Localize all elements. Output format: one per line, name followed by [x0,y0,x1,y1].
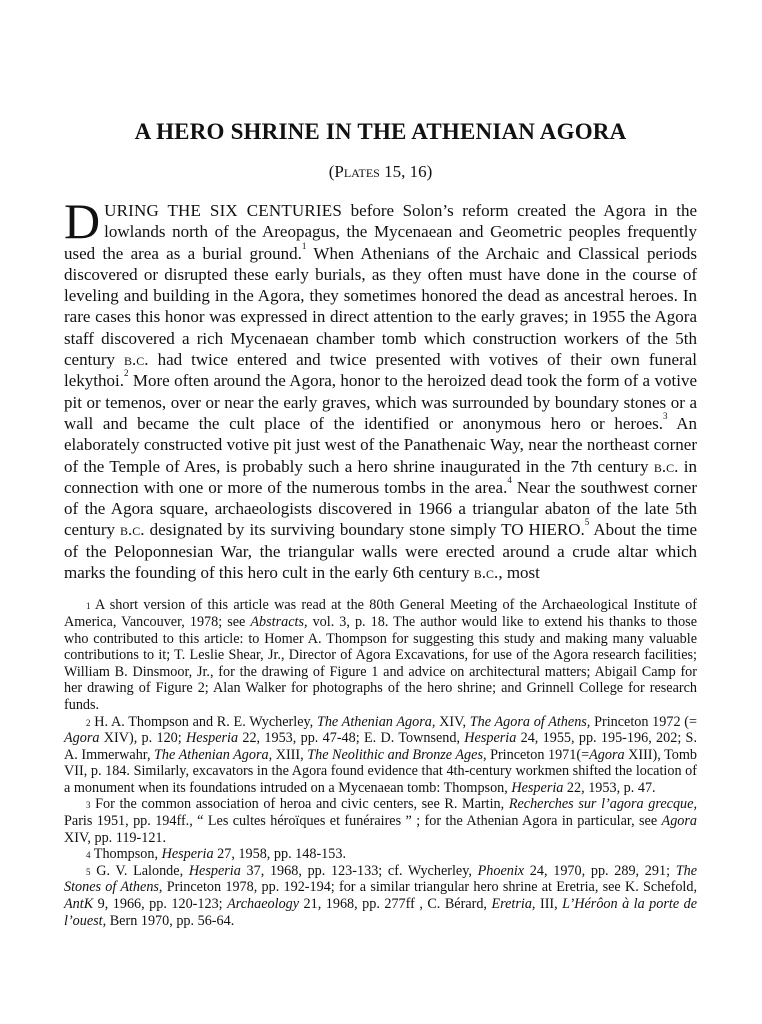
body-text-4: More often around the Agora, honor to the heroized dead took the form of a votive pit or temenos, over or near the early graves, which was surrounded by boundary stones or a wall and became the cult place of the identified or anonymous hero or heroes. [64,371,697,433]
footnote-text: A short version of this article was read at the 80th General Meeting of the Archaeological Institute of America, Vancouver, 1978; see [64,597,697,630]
footnote-italic: Agora [589,746,625,763]
footnote-text: III, [535,896,563,913]
body-text-2: When Athenians of the Archaic and Classical periods discovered or disrupted these early burials, as they often must have done in the course of leveling and building in the Agora, they sometimes honored the dead as ancestral heroes. In rare cases this honor was expressed in direct attention to the early graves; in 1955 the Agora staff discovered a rich Mycenaean chamber tomb which construction workers of the 5th century [64,243,698,370]
footnote-text: 22, 1953, p. 47. [563,779,656,796]
footnote-italic: The Athenian Agora, [316,713,436,730]
article-title: A HERO SHRINE IN THE ATHENIAN AGORA [134,119,627,144]
era-abbrev: b.c. [473,563,499,583]
footnote-ref-1[interactable]: 1 [301,240,307,251]
plates-label: Plates [334,162,380,181]
footnote-text: 24, 1970, pp. 289, 291; [524,862,676,879]
footnote-number: 3 [86,800,91,811]
footnote-text: vol. 3, p. 18. The author would like to extend his thanks to those who contributed to this article: to Homer A. Thompson for suggesting this study and making many valuable contributions to it; T. Leslie Shear, Jr., Director of Agora Excavations, for use of the Agora research facilities; William B. Dinsmoor, Jr., for the drawing of Figure 1 and advice on architectural matters; Abigail Camp for her drawing of Figure 2; Alan Walker for photographs of the hero shrine; and Grinnell College for research funds. [64,613,698,713]
era-abbrev: b.c. [124,350,149,370]
plates-reference [64,162,697,182]
footnote-italic: The Stones of Athens, [64,862,697,896]
footnote-text: XIII, [272,746,308,763]
footnote-text: H. A. Thompson and R. E. Wycherley, [90,713,317,730]
footnote-italic: Hesperia [511,779,564,796]
footnote-italic: Hesperia [186,730,239,747]
footnote-italic: Archaeology [227,896,300,913]
body-text-1: before Solon’s reform created the Agora in the lowlands north of the Areopagus, the Mycenaean and Geometric peoples frequently used the area as a burial ground. [64,201,698,263]
footnote-text: 24, 1955, pp. 195-196, 202; S. A. Immerwahr, [64,730,697,763]
body-text-6: in connection with one or more of the numerous tombs in the area. [64,456,697,497]
footnote-italic: Agora [661,813,697,830]
era-abbrev: b.c. [120,520,145,540]
footnote-text: 9, 1966, pp. 120-123; [93,896,228,913]
article-page [64,118,697,929]
footnote-text: XIV, pp. 119-121. [64,829,167,846]
body-text-9: About the time of the Peloponnesian War, the triangular walls were erected around a crude altar which marks the founding of this hero cult in the early 6th century [64,520,697,583]
footnote-italic: Agora [64,730,100,747]
footnote-4 [64,846,697,863]
footnote-italic: The Agora of Athens, [469,713,591,730]
footnote-text: Paris 1951, pp. 194ff., “ Les cultes héroïques et funéraires ” ; for the Athenian Agora in particular, see [64,813,662,830]
footnote-text: Bern 1970, pp. 56-64. [106,912,235,929]
body-text-3: had twice entered and twice presented with votives of their own funeral lekythoi. [64,350,697,391]
footnote-text: For the common association of heroa and civic centers, see R. Martin, [90,796,509,813]
plates-numbers: 15, 16) [379,162,433,181]
footnote-number: 5 [86,866,91,877]
drop-cap: D [64,193,101,249]
footnote-italic: The Athenian Agora, [154,746,273,763]
footnote-text: Princeton 1972 (= [590,713,697,730]
footnote-text: Princeton 1978, pp. 192-194; for a similar triangular hero shrine at Eretria, see K. Schefold, [162,879,697,896]
body-text-7: Near the southwest corner of the Agora square, archaeologists discovered in 1966 a triangular abaton of the late 5th century [64,477,697,540]
footnote-italic: L’Hérôon à la porte de l’ouest, [64,896,697,929]
footnote-ref-4[interactable]: 4 [507,474,512,485]
footnote-text: 27, 1958, pp. 148-153. [213,846,347,863]
footnote-5 [64,863,697,929]
footnote-number: 1 [86,601,91,612]
footnote-italic: Recherches sur l’agora grecque, [508,796,697,813]
footnote-ref-3[interactable]: 3 [663,410,668,421]
footnote-text: 21, 1968, pp. 277ff , C. Bérard, [299,896,492,913]
footnotes [64,597,697,929]
footnote-italic: Eretria, [491,896,536,913]
plates-open: ( [328,162,335,181]
footnote-italic: Phoenix [477,862,525,879]
footnote-italic: Hesperia [161,846,214,863]
lead-caps: URING THE SIX CENTURIES [104,201,343,220]
body-paragraph [64,193,698,583]
footnote-text: XIV), p. 120; [99,730,187,747]
footnote-italic: AntK [64,896,94,913]
footnote-text: 22, 1953, pp. 47-48; E. D. Townsend, [238,730,465,747]
footnote-italic: The Neolithic and Bronze Ages, [307,746,487,763]
footnote-text: 37, 1968, pp. 123-133; cf. Wycherley, [240,862,478,879]
body-text-8: designated by its surviving boundary stone simply TO HIERO. [144,520,585,540]
footnote-ref-2[interactable]: 2 [123,368,129,379]
body-text-5: An elaborately constructed votive pit just west of the Panathenaic Way, near the northeast corner of the Temple of Ares, is probably such a hero shrine inaugurated in the 7th century [64,413,697,476]
footnote-number: 2 [86,717,91,728]
footnote-text: XIV, [435,713,470,730]
footnote-1 [64,597,697,713]
footnote-italic: Hesperia [464,730,517,747]
footnote-2 [64,714,697,797]
era-abbrev: b.c. [653,456,679,476]
footnote-italic: Hesperia [188,862,241,879]
footnote-3 [64,796,697,846]
footnote-text: Thompson, [90,846,162,863]
footnote-text: G. V. Lalonde, [90,862,189,879]
body-text-10: , most [498,563,540,583]
footnote-ref-5[interactable]: 5 [584,517,590,528]
footnote-text: Princeton 1971(= [486,746,590,763]
footnote-number: 4 [86,850,91,861]
footnote-italic: Abstracts, [250,613,308,630]
footnote-text: XIII), Tomb VII, p. 184. Similarly, excavators in the Agora found evidence that 4th-century workmen shifted the location of a monument when its foundations intruded on a Mycenaean tomb: Thompson, [64,746,697,796]
